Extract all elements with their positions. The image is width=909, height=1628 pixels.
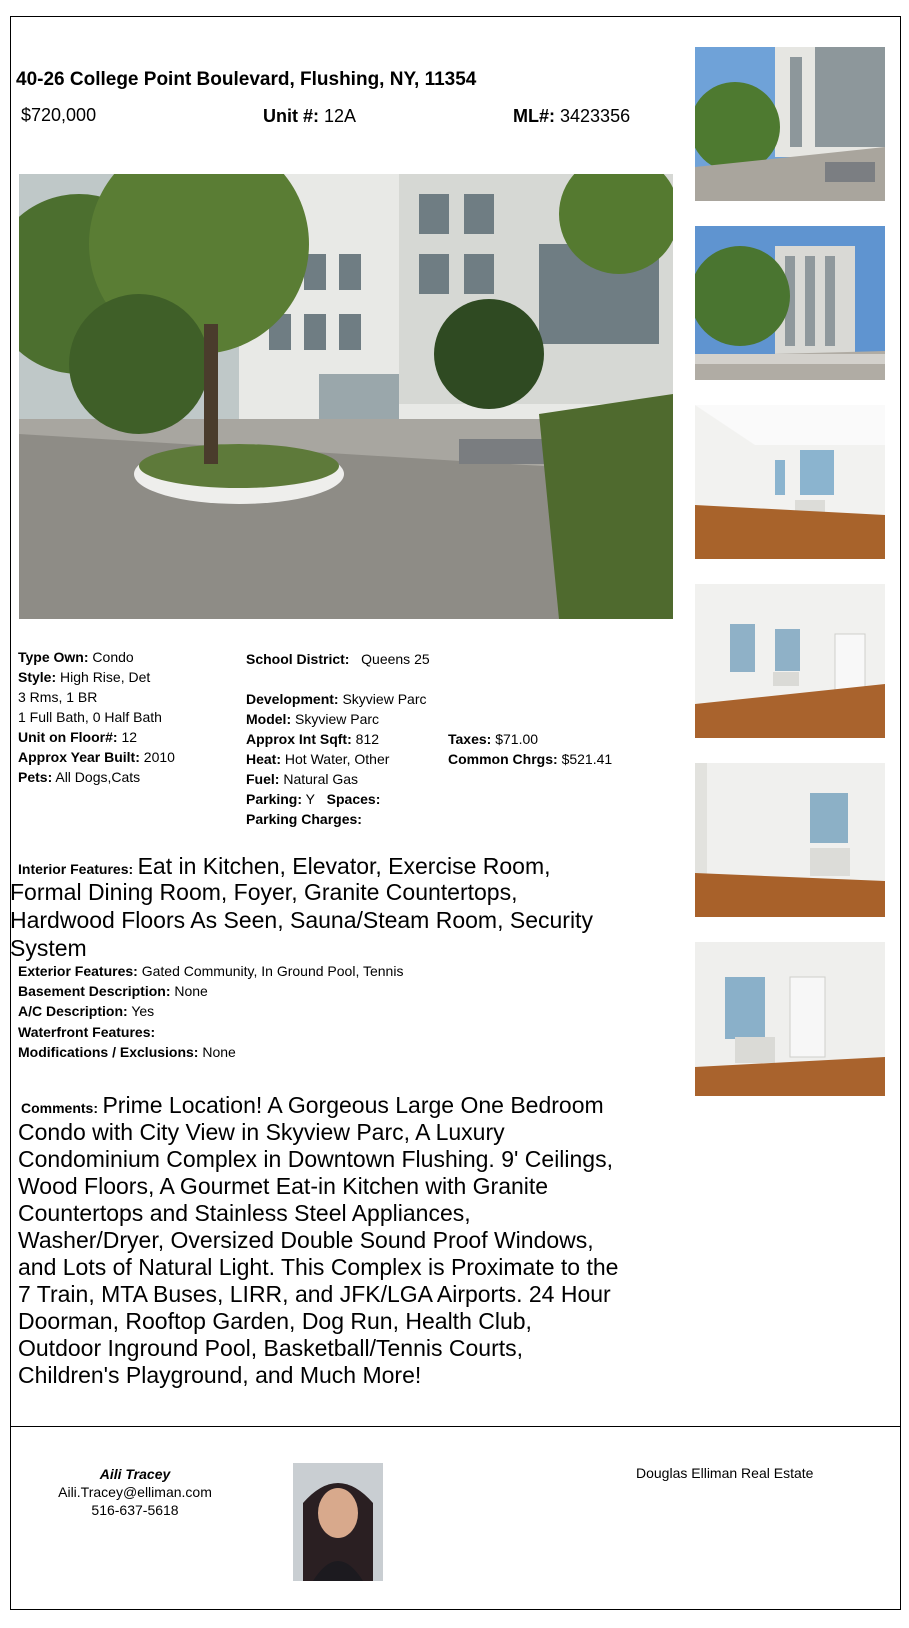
- agent-name: Aili Tracey: [99, 1466, 171, 1482]
- waterfront-features: [18, 1024, 155, 1040]
- detail-label: Style:: [18, 669, 57, 685]
- detail-label: Modifications / Exclusions:: [18, 1044, 199, 1060]
- detail-label: Model:: [246, 711, 292, 727]
- modifications-exclusions: [18, 1044, 236, 1060]
- detail-taxes: [448, 731, 538, 747]
- listing-address: 40-26 College Point Boulevard, Flushing, NY, 11354: [16, 69, 477, 90]
- brokerage-name: Douglas Elliman Real Estate: [636, 1465, 814, 1481]
- detail-label: Heat:: [246, 751, 282, 767]
- comments-line: Countertops and Stainless Steel Appliances,: [18, 1200, 471, 1226]
- detail-value: 12: [121, 729, 138, 745]
- detail-label: A/C Description:: [18, 1003, 128, 1019]
- detail-value: 2010: [143, 749, 175, 765]
- agent-email[interactable]: Aili.Tracey@elliman.com: [58, 1484, 212, 1500]
- detail-value: Condo: [92, 649, 134, 665]
- detail-parking: [246, 791, 380, 807]
- comments-line: and Lots of Natural Light. This Complex is Proximate to the: [18, 1254, 619, 1280]
- agent-contact: [55, 1465, 215, 1519]
- thumbnail-bedroom: [695, 584, 885, 738]
- detail-style: [18, 669, 150, 685]
- comments-label: Comments:: [21, 1100, 99, 1116]
- thumbnail-living-room: [695, 405, 885, 559]
- detail-value: 1 Full Bath, 0 Half Bath: [18, 709, 162, 725]
- detail-value: Skyview Parc: [342, 691, 427, 707]
- thumbnail-room-closet: [695, 942, 885, 1096]
- detail-label: Exterior Features:: [18, 963, 138, 979]
- footer-divider: [10, 1426, 901, 1427]
- comments-first-line: [21, 1092, 604, 1119]
- detail-unit-floor: [18, 729, 137, 745]
- comments-line: Condominium Complex in Downtown Flushing. 9' Ceilings,: [18, 1146, 613, 1172]
- unit-label: Unit #:: [263, 106, 319, 126]
- interior-features-line: Eat in Kitchen, Elevator, Exercise Room,: [137, 853, 551, 879]
- detail-parking-charges: [246, 811, 362, 827]
- comments-line: Wood Floors, A Gourmet Eat-in Kitchen with Granite: [18, 1173, 549, 1199]
- listing-price: $720,000: [21, 105, 97, 125]
- detail-school-district: [246, 651, 430, 667]
- comments-line: Washer/Dryer, Oversized Double Sound Proof Windows,: [18, 1227, 594, 1253]
- detail-model: [246, 711, 379, 727]
- detail-development: [246, 691, 427, 707]
- detail-pets: [18, 769, 140, 785]
- ml-number: [513, 106, 630, 127]
- detail-value: Natural Gas: [283, 771, 359, 787]
- detail-heat: [246, 751, 389, 767]
- interior-features-label: Interior Features:: [18, 861, 134, 877]
- detail-label: School District:: [246, 651, 350, 667]
- detail-value: High Rise, Det: [60, 669, 151, 685]
- comments-line: 7 Train, MTA Buses, LIRR, and JFK/LGA Airports. 24 Hour: [18, 1281, 611, 1307]
- basement-description: [18, 983, 208, 999]
- detail-label: Pets:: [18, 769, 53, 785]
- comments-line: Children's Playground, and Much More!: [18, 1362, 422, 1388]
- detail-value: 812: [355, 731, 380, 747]
- detail-value: Skyview Parc: [295, 711, 380, 727]
- thumbnail-exterior-walkway: [695, 47, 885, 201]
- exterior-features: [18, 963, 403, 979]
- detail-value: Queens 25: [361, 651, 430, 667]
- comments-line: Outdoor Inground Pool, Basketball/Tennis Courts,: [18, 1335, 524, 1361]
- interior-features: [18, 853, 551, 880]
- detail-year-built: [18, 749, 175, 765]
- detail-sqft: [246, 731, 379, 747]
- detail-value: Hot Water, Other: [284, 751, 390, 767]
- detail-label: Waterfront Features:: [18, 1024, 156, 1040]
- unit-number: [263, 106, 356, 127]
- ml-label: ML#:: [513, 106, 555, 126]
- detail-common-charges: [448, 751, 612, 767]
- detail-label: Parking:: [246, 791, 303, 807]
- interior-features-line: Formal Dining Room, Foyer, Granite Countertops,: [10, 879, 518, 905]
- main-photo-courtyard: [19, 174, 673, 619]
- detail-rooms: [18, 689, 97, 705]
- ml-value: 3423356: [560, 106, 631, 126]
- unit-value: 12A: [324, 106, 357, 126]
- agent-photo: [293, 1463, 383, 1581]
- detail-value: Yes: [131, 1003, 155, 1019]
- detail-label: Taxes:: [448, 731, 492, 747]
- thumbnail-room-window: [695, 763, 885, 917]
- detail-value: None: [174, 983, 208, 999]
- ac-description: [18, 1003, 154, 1019]
- spaces-label: Spaces:: [326, 791, 381, 807]
- detail-label: Parking Charges:: [246, 811, 362, 827]
- detail-baths: [18, 709, 162, 725]
- detail-type-own: [18, 649, 134, 665]
- detail-label: Common Chrgs:: [448, 751, 558, 767]
- comments-line: Prime Location! A Gorgeous Large One Bedroom: [102, 1092, 604, 1118]
- detail-label: Approx Int Sqft:: [246, 731, 352, 747]
- detail-value: Y: [305, 791, 315, 807]
- comments-line: Condo with City View in Skyview Parc, A Luxury: [18, 1119, 505, 1145]
- detail-label: Unit on Floor#:: [18, 729, 118, 745]
- agent-phone[interactable]: 516-637-5618: [91, 1502, 179, 1518]
- comments-line: Doorman, Rooftop Garden, Dog Run, Health Club,: [18, 1308, 532, 1334]
- detail-value: Gated Community, In Ground Pool, Tennis: [141, 963, 404, 979]
- detail-label: Fuel:: [246, 771, 280, 787]
- detail-label: Type Own:: [18, 649, 89, 665]
- thumbnail-exterior-towers: [695, 226, 885, 380]
- detail-label: Approx Year Built:: [18, 749, 140, 765]
- detail-fuel: [246, 771, 358, 787]
- detail-value: $71.00: [495, 731, 539, 747]
- interior-features-line: Hardwood Floors As Seen, Sauna/Steam Room, Security: [10, 907, 593, 933]
- interior-features-line: System: [10, 935, 87, 961]
- detail-value: None: [202, 1044, 236, 1060]
- detail-label: Development:: [246, 691, 339, 707]
- detail-value: All Dogs,Cats: [55, 769, 141, 785]
- detail-label: Basement Description:: [18, 983, 171, 999]
- detail-value: 3 Rms, 1 BR: [18, 689, 98, 705]
- detail-value: $521.41: [561, 751, 613, 767]
